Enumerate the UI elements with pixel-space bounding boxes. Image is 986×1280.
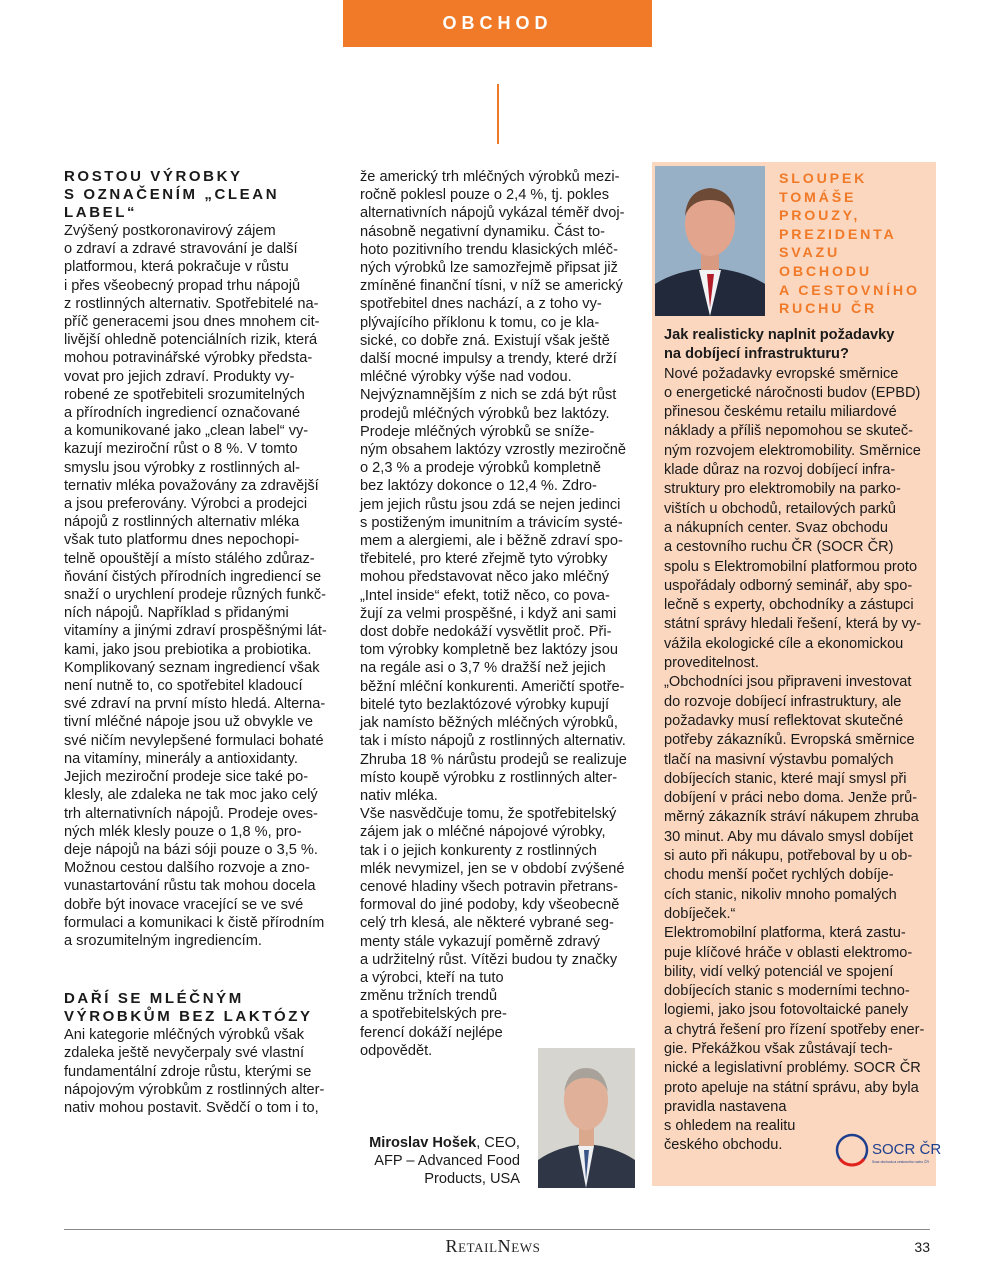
heading-line: VÝROBKŮM BEZ LAKTÓZY: [64, 1008, 313, 1026]
text-line: klesly, ale zdaleka ne tak moc jako celý: [64, 787, 318, 804]
text-line: třebitelé, pro které zřejmě tyto výrobky: [360, 551, 608, 568]
text-line: mohou představovat něco jako mléčný: [360, 569, 610, 586]
question-line: na dobíjecí infrastrukturu?: [664, 346, 849, 363]
text-line: dost dobře nedokáží vysvětlit proč. Při-: [360, 624, 612, 641]
text-line: bitelé tyto bezlaktózové výrobky kupují: [360, 696, 610, 713]
text-line: Komplikovaný seznam ingrediencí však: [64, 659, 320, 676]
text-line: ných výrobků lze samozřejmě připsat již: [360, 260, 618, 277]
text-line: nativ mohou postavit. Svědčí o tom i to,: [64, 1099, 319, 1116]
body-text-3: [360, 168, 636, 1060]
sidebar-column: [652, 162, 942, 1186]
text-line: kami, jako jsou prebiotika a probiotika.: [64, 641, 312, 658]
text-line: ným obsahem laktózy vzrostly meziročně: [360, 442, 627, 459]
text-line: tak i o jejich konkurenty z rostlinných: [360, 842, 597, 859]
text-line: livější ohledně potenciálních rizik, která: [64, 332, 318, 349]
text-line: sické, co dobře zná. Existují však ještě: [360, 332, 610, 349]
text-line: prodejů mléčných výrobků bez laktózy.: [360, 405, 610, 422]
question-line: Jak realisticky naplnit požadavky: [664, 327, 895, 343]
text-line: puje klíčové hráče v oblasti elektromo-: [664, 944, 913, 961]
text-line: formulaci a komunikaci k čistě přírodním: [64, 914, 325, 931]
text-line: vovat pro jejich zdraví. Produkty vy-: [64, 368, 295, 385]
text-line: robené ze spotřebiteli srozumitelných: [64, 386, 305, 403]
text-line: a přírodních ingrediencí označované: [64, 405, 301, 422]
text-line: tivní mléčné nápoje jsou už obvykle ve: [64, 714, 314, 731]
text-line: příč generacemi jsou dnes mnohem cit-: [64, 314, 320, 331]
text-line: „Obchodníci jsou připraveni investovat: [664, 674, 912, 691]
text-line: dobíjecích stanic s moderními techno-: [664, 983, 910, 1000]
text-line: není nutně to, co spotřebitel kladoucí: [64, 678, 303, 695]
text-line: dobíječek.“: [664, 905, 736, 922]
text-line: TOMÁŠE: [779, 189, 857, 206]
text-line: hoto pozitivního trendu klasických mléč-: [360, 241, 618, 258]
socr-logo: [834, 1130, 942, 1170]
section-tab: [343, 0, 652, 47]
text-line: plývajícího příklonu k tomu, co je kla-: [360, 314, 600, 331]
author-country: Products, USA: [424, 1171, 520, 1188]
text-line: zmíněné finanční tísni, v níž se americký: [360, 278, 623, 295]
text-line: z rostlinných alternativ. Spotřebitelé na-: [64, 295, 319, 312]
text-line: odpovědět.: [360, 1042, 433, 1059]
text-line: celý trh klesá, ale některé vybrané seg-: [360, 915, 614, 932]
text-line: Elektromobilní platforma, která zastu-: [664, 925, 906, 942]
text-line: A CESTOVNÍHO: [779, 282, 920, 299]
text-line: žují za velmi prospěšné, i když ani sami: [360, 605, 617, 622]
text-line: Nové požadavky evropské směrnice: [664, 365, 899, 382]
text-line: si auto při nákupu, potřeboval by u ob-: [664, 848, 913, 865]
text-line: vištích u obchodů, retailových parků: [664, 500, 897, 517]
text-line: potřeby zákazníků. Evropská směrnice: [664, 732, 915, 749]
text-line: smyslu jsou výrobky z rostlinných al-: [64, 459, 301, 476]
text-line: deje nápojů na bázi sóji pouze o 3,5 %.: [64, 841, 318, 858]
text-line: měrný zákazník stráví nákupem zhruba: [664, 809, 919, 826]
text-line: mlék nevymizel, jen se v období zvýšené: [360, 860, 625, 877]
text-line: lečně s experty, obchodníky a zástupci: [664, 597, 914, 614]
text-line: logiemi, jako jsou fotovoltaické panely: [664, 1002, 909, 1019]
footer-brand: RetailNews: [445, 1236, 541, 1256]
text-line: a komunikované jako „clean label“ vy-: [64, 423, 309, 440]
text-line: proveditelnost.: [664, 655, 759, 672]
text-line: ňování čistých přírodních ingrediencí se: [64, 568, 322, 585]
text-line: Ani kategorie mléčných výrobků však: [64, 1027, 305, 1044]
text-line: ních nápojů. Například s přidanými: [64, 605, 289, 622]
text-line: Jejich meziroční prodeje sice také po-: [64, 769, 309, 786]
text-line: a udržitelný růst. Vítězi budou ty značky: [360, 951, 618, 968]
text-line: chodu menší počet rychlých dobíje-: [664, 867, 894, 884]
text-line: OBCHODU: [779, 263, 872, 280]
heading-line: ROSTOU VÝROBKY: [64, 168, 243, 185]
text-line: menty stále vykazují poměrně zdravý: [360, 933, 601, 950]
text-line: spolu s Elektromobilní platformou proto: [664, 558, 918, 575]
text-line: místo koupě výrobku z rostlinných alter-: [360, 769, 618, 786]
text-line: proto apeluje na státní správu, aby byla: [664, 1079, 919, 1096]
text-line: své ničím nevylepšené formulaci bohaté: [64, 732, 324, 749]
text-line: 30 minut. Aby mu dávalo smysl dobíjet: [664, 828, 914, 845]
sidebar-question: [664, 326, 932, 365]
text-line: formoval do jiné podoby, kdy všeobecně: [360, 897, 620, 914]
text-line: na vitamíny, minerály a antioxidanty.: [64, 750, 298, 767]
logo-text: SOCR ČR: [872, 1141, 942, 1158]
text-line: na regále asi o 3,7 % dražší než jejich: [360, 660, 606, 677]
text-line: PROUZY,: [779, 208, 861, 225]
body-text-1: [64, 222, 346, 950]
author-photo: [538, 1048, 635, 1188]
section-label: OBCHOD: [442, 13, 553, 33]
author-name: Miroslav Hošek: [369, 1135, 477, 1151]
sidebar-text: [664, 365, 932, 1156]
text-line: požadavky musí reflektovat skutečné: [664, 712, 904, 729]
text-line: s ohledem na realitu: [664, 1118, 796, 1135]
text-line: vunastartování růstu tak mohou docela: [64, 878, 316, 895]
text-line: Zvýšený postkoronavirový zájem: [64, 223, 276, 239]
text-line: alternativních nápojů vykázal téměř dvoj-: [360, 205, 625, 222]
text-line: však tuto platformu dnes nepochopi-: [64, 532, 300, 549]
text-line: ných mlék klesly pouze o 1,8 %, pro-: [64, 823, 302, 840]
text-line: a výrobci, kteří na tuto: [360, 969, 504, 986]
text-line: nativ mléka.: [360, 787, 438, 804]
text-line: českého obchodu.: [664, 1137, 783, 1154]
text-line: násobně negativní dynamiku. Část to-: [360, 223, 605, 240]
text-line: a chytrá řešení pro řízení spotřeby ener-: [664, 1021, 925, 1038]
text-line: tlačí na masivní výstavbu pomalých: [664, 751, 894, 768]
sidebar-title: [779, 170, 929, 319]
text-line: dobíjení v práci nebo doma. Jenže prů-: [664, 790, 918, 807]
columnist-photo: [655, 166, 765, 316]
body-text-2: [64, 1026, 346, 1117]
text-line: běžní mléční konkurenti. Američtí spotře-: [360, 678, 625, 695]
text-line: spotřebitel dnes nachází, a z toho vy-: [360, 296, 602, 313]
text-line: platformou, která pokračuje v růstu: [64, 259, 289, 276]
text-line: ferencí dokáží nejlépe: [360, 1024, 503, 1041]
text-line: zájem jak o mléčné nápojové výrobky,: [360, 824, 606, 841]
text-line: ternativ mléka považovány za zdravější: [64, 477, 319, 494]
text-line: cích stanic, nikoliv mnoho pomalých: [664, 886, 897, 903]
text-line: a spotřebitelských pre-: [360, 1006, 507, 1023]
text-line: telně opouštějí a místo stálého zdůraz-: [64, 550, 315, 567]
text-line: RUCHU ČR: [779, 301, 878, 318]
text-line: Vše nasvědčuje tomu, že spotřebitelský: [360, 806, 617, 823]
text-line: mohou potravinářské výrobky předsta-: [64, 350, 313, 367]
text-line: Nejvýznamnějším z nich se zdá být růst: [360, 387, 617, 404]
text-line: o zdraví a zdravé stravování je další: [64, 241, 298, 258]
text-line: trh alternativních nápojů. Prodeje oves-: [64, 805, 318, 822]
author-company: AFP – Advanced Food: [374, 1153, 520, 1170]
heading-clean-label: [64, 168, 346, 222]
text-line: SVAZU: [779, 245, 841, 262]
text-line: tom výrobky kompletně bez laktózy jsou: [360, 642, 618, 659]
text-line: pravidla nastavena: [664, 1098, 787, 1115]
text-line: snaží o urychlení prodeje různých funkč-: [64, 587, 327, 604]
text-line: ročně poklesl pouze o 2,4 %, tj. pokles: [360, 187, 610, 204]
author-role: , CEO,: [476, 1135, 520, 1151]
text-line: tak i místo nápojů z rostlinných alternativ.: [360, 733, 626, 750]
text-line: a srozumitelným ingrediencím.: [64, 932, 262, 949]
sidebar-body: [664, 326, 932, 1156]
heading-line: DAŘÍ SE MLÉČNÝM: [64, 990, 244, 1008]
text-line: nápojů z rostlinných alternativ mléka: [64, 514, 300, 531]
text-line: fundamentální zdroje růstu, kterými se: [64, 1063, 312, 1080]
text-line: vitamíny a jinými zdraví prospěšnými lát-: [64, 623, 327, 640]
text-line: Možnou cestou dalšího rozvoje a zno-: [64, 860, 310, 877]
text-line: do rozvoje dobíjecí infrastruktury, ale: [664, 693, 902, 710]
text-line: vážila ekologické cíle a ekonomickou: [664, 635, 904, 652]
text-line: náklady a příliš nepomohou se skuteč-: [664, 423, 914, 440]
heading-line: LABEL“: [64, 204, 138, 221]
text-line: a jsou preferovány. Výrobci a prodejci: [64, 496, 308, 513]
text-line: mléčné výrobky výše nad vodou.: [360, 369, 572, 386]
text-line: své zdraví na první místo hledá. Alterna-: [64, 696, 326, 713]
text-line: že americký trh mléčných výrobků mezi-: [360, 169, 620, 185]
page-number: 33: [914, 1239, 930, 1255]
text-line: s postiženým imunitním a trávicím systé-: [360, 514, 623, 531]
text-line: Prodeje mléčných výrobků se sníže-: [360, 423, 595, 440]
text-line: a cestovního ruchu ČR (SOCR ČR): [664, 539, 894, 556]
text-line: přinesou českému retailu miliardové: [664, 404, 897, 421]
text-line: „Intel inside“ efekt, totiž něco, co pova-: [360, 587, 610, 604]
text-line: kazují meziroční růst o 8 %. V tomto: [64, 441, 298, 458]
text-line: dobíjecích stanic, které mají smysl při: [664, 770, 907, 787]
text-line: struktury pro elektromobily na parko-: [664, 481, 901, 498]
vertical-divider: [497, 84, 499, 144]
text-line: Zhruba 18 % nárůstu prodejů se realizuje: [360, 751, 627, 768]
heading-line: S OZNAČENÍM „CLEAN: [64, 186, 280, 203]
text-line: změnu tržních trendů: [360, 988, 498, 1005]
text-line: i přes všeobecný propad trhu nápojů: [64, 277, 301, 294]
text-line: dobře být inovace vracející se ve své: [64, 896, 304, 913]
text-line: uspořádaly odborný seminář, aby spo-: [664, 577, 913, 594]
text-line: nápojovým výrobkům z rostlinných alter-: [64, 1081, 325, 1098]
text-line: o energetické náročnosti budov (EPBD): [664, 384, 921, 401]
footer-rule: [64, 1229, 930, 1230]
text-line: klade důraz na rozvoj dobíjecí infra-: [664, 462, 896, 479]
text-line: ným rozvojem elektromobility. Směrnice: [664, 442, 921, 459]
text-line: nické a legislativní problémy. SOCR ČR: [664, 1060, 921, 1077]
text-line: státní správy hledali řešení, která by vy-: [664, 616, 922, 633]
text-line: bez laktózy dokonce o 12,4 %. Zdro-: [360, 478, 597, 495]
text-line: a nákupních center. Svaz obchodu: [664, 519, 888, 536]
column-2: [360, 168, 636, 1060]
text-line: SLOUPEK: [779, 171, 868, 187]
text-line: bility, vidí velký potenciál ve spojení: [664, 963, 894, 980]
text-line: jak namísto běžných mléčných výrobků,: [360, 715, 618, 732]
text-line: cenové hladiny všech potravin přetrans-: [360, 878, 618, 895]
text-line: PREZIDENTA: [779, 226, 897, 243]
text-line: o 2,3 % a prodeje výrobků kompletně: [360, 460, 601, 477]
text-line: gie. Překážkou však zůstávají tech-: [664, 1040, 893, 1057]
text-line: zdaleka ještě nevyčerpaly své vlastní: [64, 1045, 305, 1062]
heading-lactose-free: [64, 990, 346, 1026]
column-1: [64, 168, 346, 1117]
text-line: další mocné impulsy a trendy, které drží: [360, 351, 617, 368]
author-caption: [360, 1134, 520, 1189]
logo-subtext: Svaz obchodu a cestovního ruchu ČR: [872, 1160, 929, 1164]
text-line: mem a alergiemi, ale i běžně zdraví spo-: [360, 533, 623, 550]
text-line: jem jejich růstu jsou zdá se nejen jedinci: [360, 496, 621, 513]
